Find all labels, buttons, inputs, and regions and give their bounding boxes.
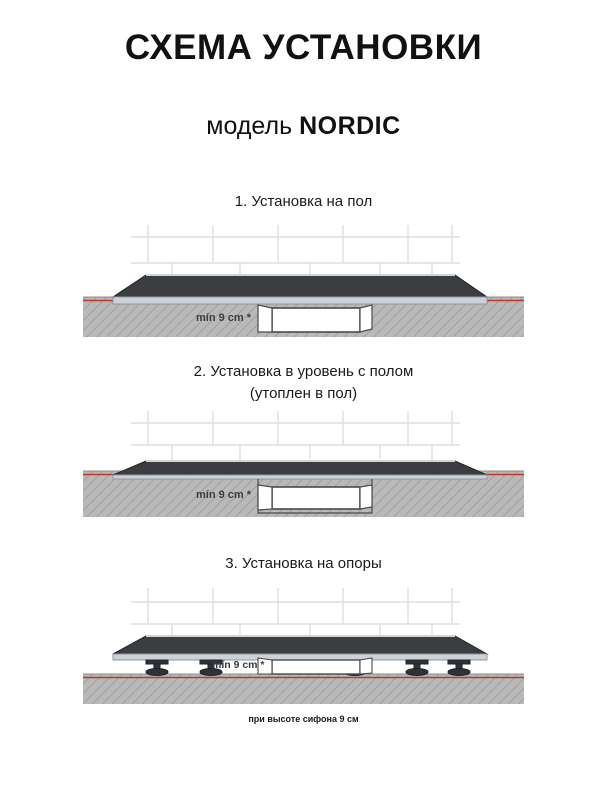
model-line	[0, 112, 607, 141]
tray-top-surface	[113, 461, 487, 475]
tray-front-edge	[113, 654, 487, 660]
tray-front-edge	[113, 297, 487, 304]
page-title: СХЕМА УСТАНОВКИ	[124, 28, 483, 67]
siphon-cavity	[272, 660, 360, 674]
footnote: при высоте сифона 9 см	[248, 714, 359, 724]
step-2-caption-line-2: (утоплен в пол)	[249, 385, 358, 402]
step-3-caption: 3. Установка на опоры	[225, 555, 382, 572]
tray-top-surface	[113, 275, 487, 297]
tray-front-edge	[113, 475, 487, 479]
siphon-cavity	[272, 487, 360, 509]
support-foot	[146, 660, 168, 676]
floor-hatch	[83, 674, 524, 704]
step-2-dimension-label: mín 9 cm *	[196, 489, 252, 501]
wall-tiles	[131, 411, 460, 467]
step-1-dimension-label: mín 9 cm *	[196, 312, 252, 324]
step-1-illustration	[0, 215, 607, 340]
support-foot	[406, 660, 428, 676]
step-3-dimension-label: mín 9 cm *	[212, 659, 265, 671]
step-3-illustration	[0, 578, 607, 713]
tray-top-surface	[113, 636, 487, 654]
wall-tiles	[131, 588, 460, 640]
step-2-caption-line-1: 2. Установка в уровень с полом	[193, 363, 414, 380]
model-prefix-label: модель	[206, 112, 293, 140]
support-foot	[448, 660, 470, 676]
siphon-cavity	[272, 308, 360, 332]
model-name-label: NORDIC	[299, 112, 401, 140]
step-1-caption: 1. Установка на пол	[234, 193, 373, 210]
step-2-illustration	[0, 405, 607, 530]
